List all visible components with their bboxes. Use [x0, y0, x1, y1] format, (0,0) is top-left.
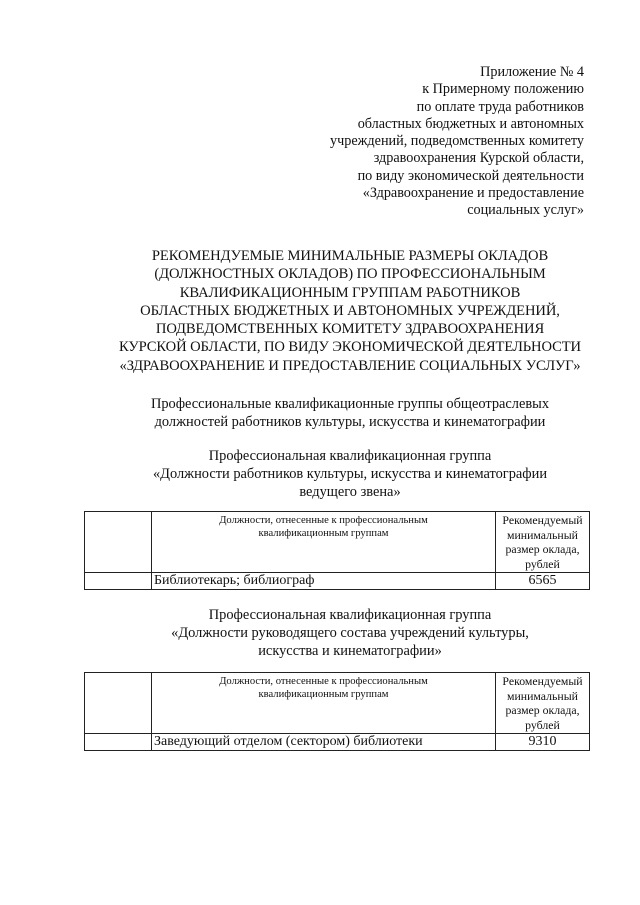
appendix-line: по оплате труда работников	[416, 98, 584, 115]
group-heading-management	[40, 606, 640, 660]
header-salary-line: Рекомендуемый	[502, 674, 583, 688]
title-line: ОБЛАСТНЫХ БЮДЖЕТНЫХ И АВТОНОМНЫХ УЧРЕЖДЕНИЙ,	[140, 302, 560, 319]
title-line: РЕКОМЕНДУЕМЫЕ МИНИМАЛЬНЫЕ РАЗМЕРЫ ОКЛАДОВ	[151, 248, 549, 264]
header-salary-line: рублей	[525, 556, 560, 571]
salary-cell: 6565	[496, 573, 590, 590]
table-row	[85, 734, 590, 751]
header-salary-line: минимальный	[507, 688, 578, 703]
table-header-row	[85, 512, 590, 573]
header-position-cell	[152, 673, 496, 734]
table-row	[85, 573, 590, 590]
header-position-line: Должности, отнесенные к профессиональным	[219, 515, 428, 526]
salary-table-leading-tier	[84, 511, 590, 590]
group-heading-leading-tier	[40, 447, 640, 501]
appendix-line: Приложение № 4	[480, 64, 584, 80]
document-title	[40, 247, 640, 375]
header-position-line: квалификационным группам	[258, 688, 389, 700]
title-line: КУРСКОЙ ОБЛАСТИ, ПО ВИДУ ЭКОНОМИЧЕСКОЙ ДЕЯТЕЛЬНОСТИ	[119, 339, 581, 356]
heading-line: «Должности руководящего состава учреждений культуры,	[171, 625, 529, 641]
heading-line: Профессиональные квалификационные группы общеотраслевых	[150, 396, 550, 412]
appendix-line: учреждений, подведомственных комитету	[330, 133, 584, 150]
heading-line: ведущего звена»	[299, 484, 401, 500]
header-salary-line: минимальный	[507, 527, 578, 542]
salary-cell: 9310	[496, 734, 590, 751]
header-salary-line: размер оклада,	[505, 703, 580, 717]
heading-line: «Должности работников культуры, искусства и кинематографии	[152, 466, 548, 482]
header-position-cell	[152, 512, 496, 573]
header-salary-line: размер оклада,	[505, 542, 580, 556]
header-empty-cell	[85, 512, 152, 573]
appendix-note	[284, 64, 584, 220]
appendix-line: «Здравоохранение и предоставление	[362, 185, 584, 202]
header-salary-cell	[496, 673, 590, 734]
title-line: КВАЛИФИКАЦИОННЫМ ГРУППАМ РАБОТНИКОВ	[179, 284, 521, 301]
position-cell: Библиотекарь; библиограф	[152, 573, 496, 590]
header-position-line: Должности, отнесенные к профессиональным	[219, 676, 428, 687]
qualification-groups-heading	[40, 395, 640, 431]
title-line: ПОДВЕДОМСТВЕННЫХ КОМИТЕТУ ЗДРАВООХРАНЕНИЯ	[155, 321, 545, 338]
row-empty-cell	[85, 734, 152, 751]
position-cell: Заведующий отделом (сектором) библиотеки	[152, 734, 496, 751]
header-salary-cell	[496, 512, 590, 573]
title-line: (ДОЛЖНОСТНЫХ ОКЛАДОВ) ПО ПРОФЕССИОНАЛЬНЫМ	[154, 266, 546, 283]
appendix-line: социальных услуг»	[467, 202, 584, 219]
appendix-line: областных бюджетных и автономных	[357, 115, 584, 132]
header-salary-line: рублей	[525, 717, 560, 732]
title-line: «ЗДРАВООХРАНЕНИЕ И ПРЕДОСТАВЛЕНИЕ СОЦИАЛЬНЫХ УСЛУГ»	[119, 357, 581, 374]
appendix-line: по виду экономической деятельности	[357, 167, 584, 184]
appendix-line: здравоохранения Курской области,	[373, 150, 584, 167]
table-header-row	[85, 673, 590, 734]
heading-line: Профессиональная квалификационная группа	[208, 448, 492, 464]
header-salary-line: Рекомендуемый	[502, 513, 583, 527]
appendix-line: к Примерному положению	[422, 81, 584, 98]
header-position-line: квалификационным группам	[258, 527, 389, 539]
salary-table-management	[84, 672, 590, 751]
heading-line: Профессиональная квалификационная группа	[208, 607, 492, 623]
header-empty-cell	[85, 673, 152, 734]
heading-line: должностей работников культуры, искусства и кинематографии	[154, 414, 546, 430]
row-empty-cell	[85, 573, 152, 590]
heading-line: искусства и кинематографии»	[258, 643, 442, 659]
